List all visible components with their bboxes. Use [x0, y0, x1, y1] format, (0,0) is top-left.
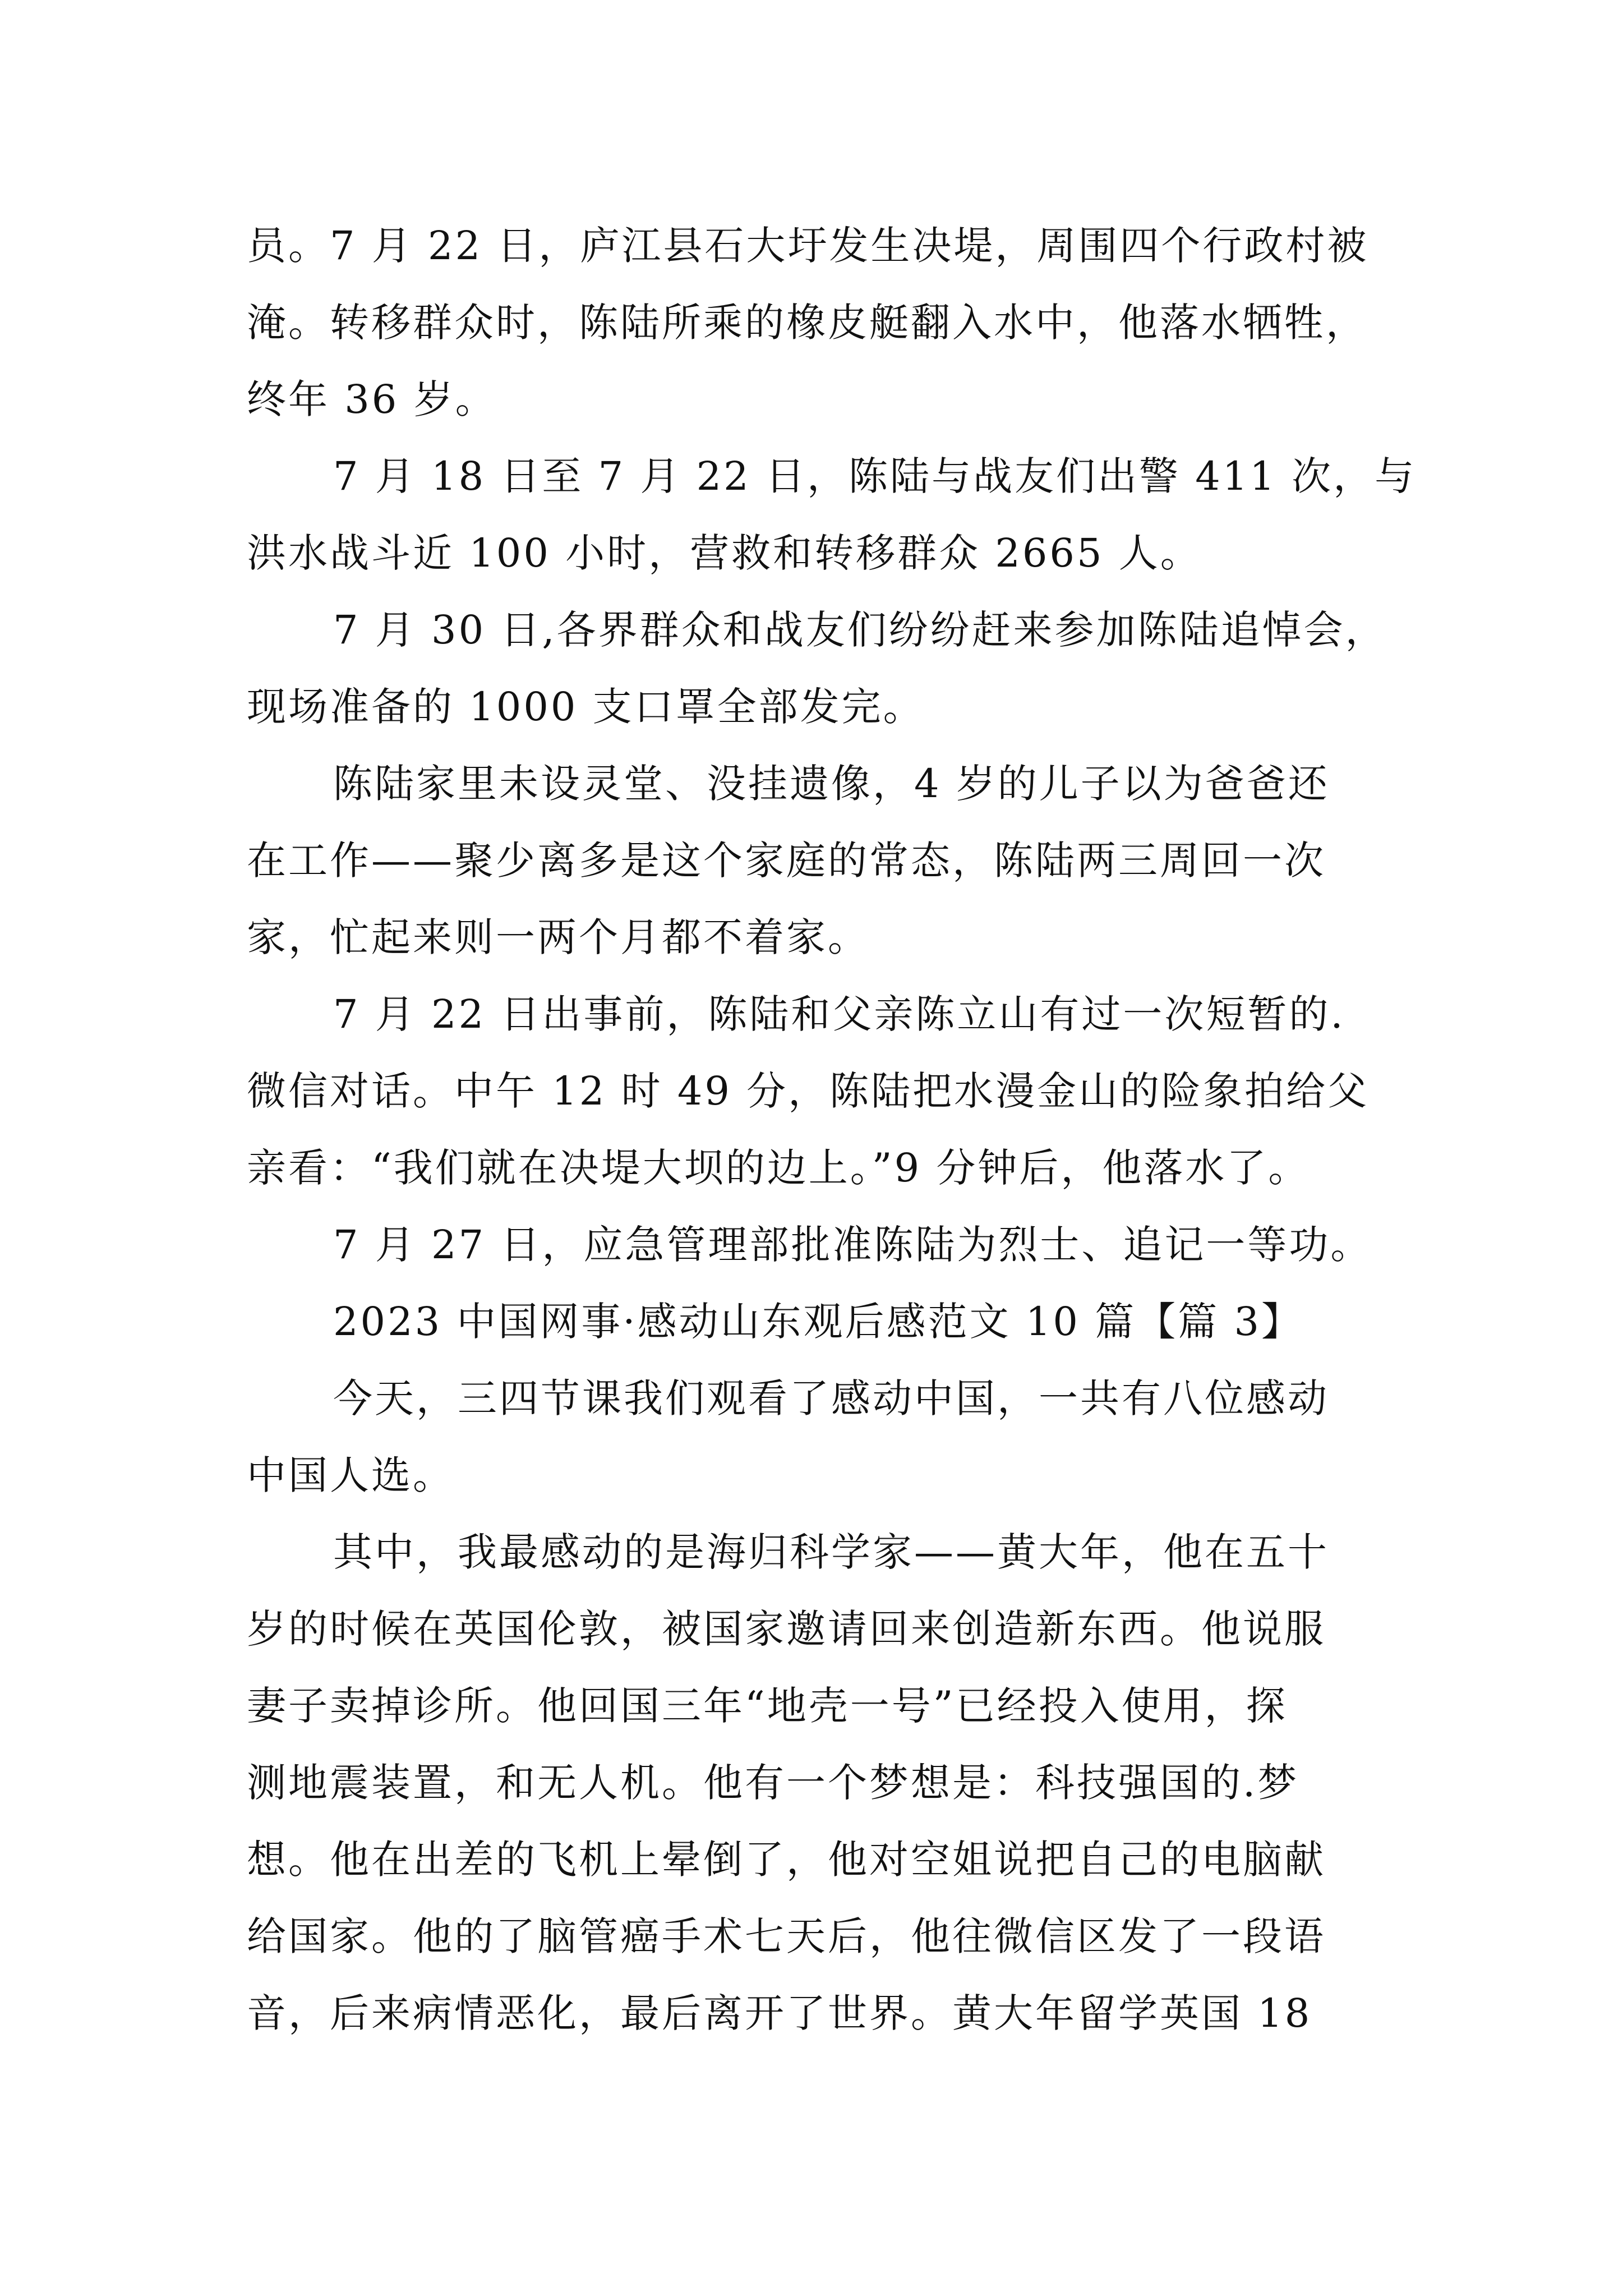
- text-line: 今天，三四节课我们观看了感动中国，一共有八位感动: [333, 1375, 1329, 1421]
- text-line: 淹。转移群众时，陈陆所乘的橡皮艇翻入水中，他落水牺牲，: [247, 300, 1367, 346]
- text-line: 想。他在出差的飞机上晕倒了，他对空姐说把自己的电脑献: [247, 1837, 1326, 1883]
- text-line: 亲看：“我们就在决堤大坝的边上。”9 分钟后，他落水了。: [247, 1145, 1310, 1191]
- text-line: 测地震装置，和无人机。他有一个梦想是：科技强国的.梦: [247, 1760, 1299, 1806]
- text-line: 洪水战斗近 100 小时，营救和转移群众 2665 人。: [247, 530, 1202, 576]
- text-line: 2023 中国网事·感动山东观后感范文 10 篇【篇 3】: [333, 1299, 1303, 1345]
- text-line: 音，后来病情恶化，最后离开了世界。黄大年留学英国 18: [247, 1990, 1312, 2036]
- document-body: [247, 208, 1417, 2052]
- text-line: 妻子卖掉诊所。他回国三年“地壳一号”已经投入使用，探: [247, 1683, 1288, 1729]
- text-line: 家，忙起来则一两个月都不着家。: [247, 914, 869, 960]
- text-line: 7 月 18 日至 7 月 22 日，陈陆与战友们出警 411 次，与: [333, 453, 1417, 499]
- text-line: 7 月 30 日,各界群众和战友们纷纷赶来参加陈陆追悼会，: [333, 607, 1387, 653]
- text-line: 中国人选。: [247, 1452, 454, 1498]
- text-line: 给国家。他的了脑管癌手术七天后，他往微信区发了一段语: [247, 1913, 1326, 1959]
- text-line: 其中，我最感动的是海归科学家——黄大年，他在五十: [333, 1529, 1329, 1575]
- text-line: 微信对话。中午 12 时 49 分，陈陆把水漫金山的险象拍给父: [247, 1068, 1370, 1114]
- text-line: 7 月 27 日，应急管理部批准陈陆为烈士、追记一等功。: [333, 1222, 1372, 1268]
- text-line: 7 月 22 日出事前，陈陆和父亲陈立山有过一次短暂的.: [333, 991, 1345, 1037]
- text-line: 岁的时候在英国伦敦，被国家邀请回来创造新东西。他说服: [247, 1606, 1326, 1652]
- text-line: 陈陆家里未设灵堂、没挂遗像，4 岁的儿子以为爸爸还: [333, 761, 1330, 807]
- text-line: 终年 36 岁。: [247, 376, 497, 422]
- text-line: 员。7 月 22 日，庐江县石大圩发生决堤，周围四个行政村被: [247, 223, 1369, 269]
- text-line: 在工作——聚少离多是这个家庭的常态，陈陆两三周回一次: [247, 838, 1326, 884]
- text-line: 现场准备的 1000 支口罩全部发完。: [247, 684, 925, 730]
